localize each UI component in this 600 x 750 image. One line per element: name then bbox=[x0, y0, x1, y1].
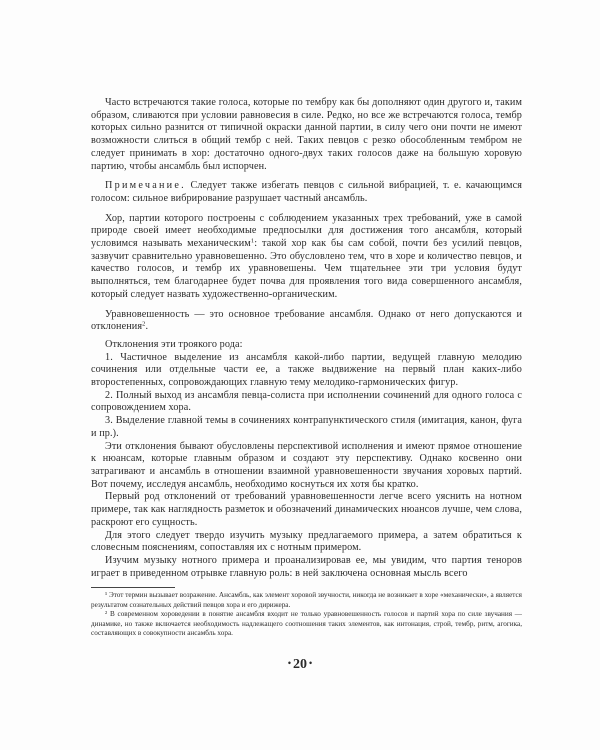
list-item-1: 1. Частичное выделение из ансамбля какой-либо партии, ведущей главную мелодию сочинения или отдельные части ее, а также выдвижение на первый план каких-либо второстепенных, сопровождающих главную тему мелодико-гармонических фигур. bbox=[91, 351, 522, 389]
footnote-2: ² В современном хороведении в понятие ансамбля входит не только уравновешенность голосов и партий хора по силе звучания — динамике, но также включается необходимость надлежащего соотношения таких элементов, как интонация, строй, тембр, ритм, агогика, составляющих в совокупности ансамбль хора. bbox=[91, 610, 522, 637]
footnote-ref-1: 1 bbox=[250, 237, 255, 245]
paragraph-study-music: Для этого следует твердо изучить музыку предлагаемого примера, а затем обратиться к словесным пояснениям, сопоставляя их с нотным примером. bbox=[91, 529, 522, 554]
paragraph-analysis: Изучим музыку нотного примера и проанализировав ее, мы увидим, что партия теноров играет в приведенном отрывке главную роль: в ней заключена основная мысль всего bbox=[91, 554, 522, 579]
paragraph-mechanical-ensemble bbox=[91, 213, 522, 302]
footnote-ref-2: 2 bbox=[142, 320, 146, 328]
page-number-right-dot: • bbox=[309, 658, 313, 668]
page-content bbox=[91, 97, 522, 638]
paragraph-perspective: Эти отклонения бывают обусловлены перспективой исполнения и имеют прямое отношение к нюансам, которые главным образом и создают эту перспективу. Однако косвенно они затрагивают и ансамбль в отношении взаимной уравновешенности звучания хоровых партий. Вот почему, исследуя ансамбль, необходимо коснуться их хотя бы кратко. bbox=[91, 440, 522, 490]
paragraph-note bbox=[91, 180, 522, 205]
footnote-1: ¹ Этот термин вызывает возражение. Ансамбль, как элемент хоровой звучности, никогда не возникает в хоре «механически», а является результатом сознательных действий певцов хора и его дирижера. bbox=[91, 591, 522, 609]
note-text: Следует также избегать певцов с сильной вибрацией, т. е. качающимся голосом: сильное вибрирование разрушает частный ансамбль. bbox=[91, 180, 522, 204]
paragraph-mechanical-text-a: Хор, партии которого построены с соблюдением указанных трех требований, уже в самой природе своей имеет необходимые предпосылки для достижения того ансамбля, который условимся называть механическим bbox=[91, 212, 522, 250]
list-item-3: 3. Выделение главной темы в сочинениях контрапунктического стиля (имитация, канон, фуга и пр.). bbox=[91, 415, 522, 439]
page-number bbox=[0, 657, 600, 673]
note-label: Примечание. bbox=[105, 180, 186, 192]
footnote-divider bbox=[91, 587, 175, 588]
body-text bbox=[91, 97, 522, 580]
paragraph-deviations-intro: Отклонения эти троякого рода: bbox=[105, 338, 243, 350]
page-number-left-dot: • bbox=[287, 658, 291, 668]
footnotes bbox=[91, 591, 522, 638]
page-number-value: 20 bbox=[293, 657, 307, 672]
paragraph-balance bbox=[91, 309, 522, 334]
paragraph-balance-text-a: Уравновешенность — это основное требование ансамбля. Однако от него допускаются и отклонения bbox=[91, 308, 522, 333]
list-item-2: 2. Полный выход из ансамбля певца-солиста при исполнении сочинений для одного голоса с сопровождением хора. bbox=[91, 389, 522, 414]
paragraph-first-kind: Первый род отклонений от требований уравновешенности легче всего уяснить на нотном примере, так как наглядность разметок и обозначений динамических нюансов лучше, чем слова, раскроют его сущность. bbox=[91, 491, 522, 528]
paragraph-timbre: Часто встречаются такие голоса, которые по тембру как бы дополняют один другого и, таким образом, сливаются при условии равновесия в силе. Редко, но все же встречаются голоса, тембр которых сильно разнится от типичной окраски данной партии, в силу чего они почти не имеют возможности слиться в общий тембр с ней. Таких певцов с резко обособленным тембром не следует принимать в хор: достаточно одного-двух таких голосов даже на большую хоровую партию, чтобы ансамбль был испорчен. bbox=[91, 97, 522, 172]
paragraph-balance-text-b: . bbox=[145, 321, 149, 333]
paragraph-mechanical-text-b: : такой хор как бы сам собой, почти без усилий певцов, зазвучит сравнительно уравновешенно. Это обусловлено тем, что в хоре и количество певцов, и качество голосов, и тембр их уравновешены. Чем тщательнее эти три условия будут выполняться, тем благодарнее будет почва для проявления того вида совершенного ансамбля, который следует назвать художественно-органическим. bbox=[91, 238, 522, 300]
